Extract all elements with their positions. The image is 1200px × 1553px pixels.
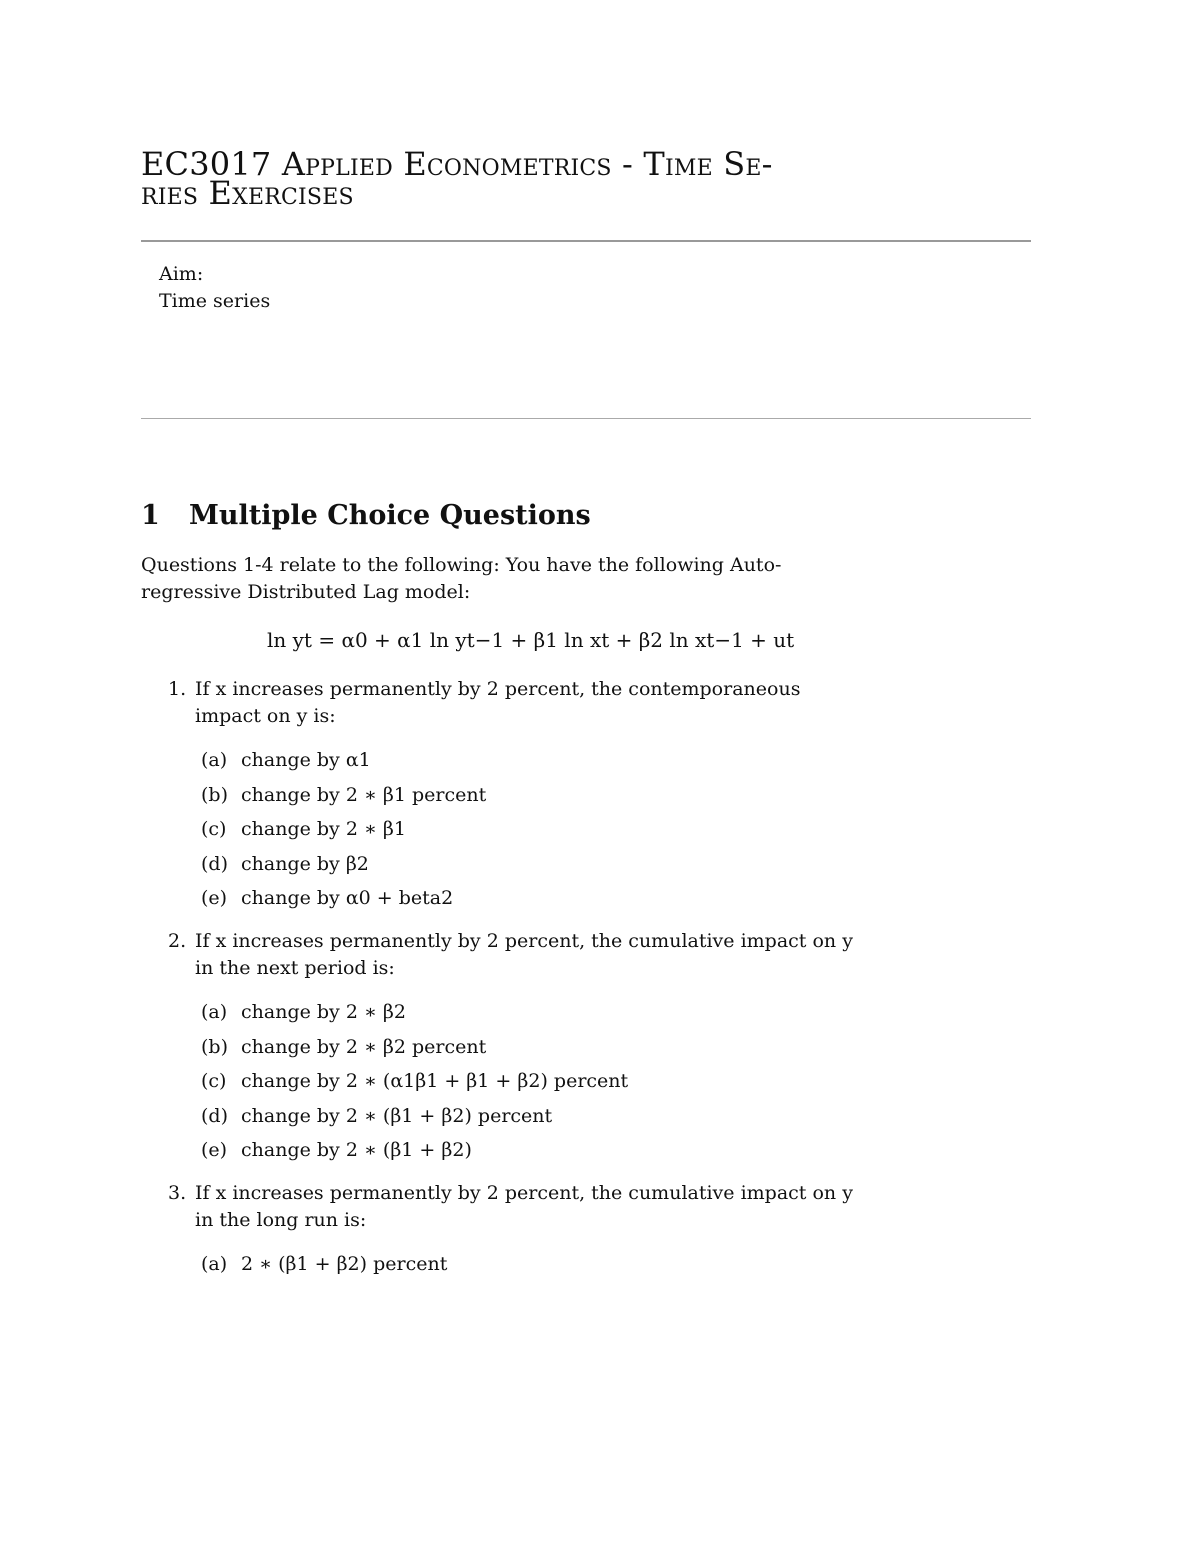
question-1-options [201,747,486,920]
option-label: (b) [201,1035,228,1058]
option-text: change by 2 ∗ (β1 + β2) [241,1139,472,1161]
aim-text: Time series [159,290,271,312]
option-item [201,782,486,817]
question-2 [141,928,861,982]
option-item [201,1068,628,1103]
question-3 [141,1180,861,1234]
question-1 [141,676,861,730]
model-equation: ln yt = α0 + α1 ln yt−1 + β1 ln xt + β2 ln xt−1 + ut [267,628,795,652]
intro-paragraph: Questions 1-4 relate to the following: You have the following Auto-regressive Distributed Lag model: [141,554,782,603]
option-label: (d) [201,852,228,875]
question-2-options [201,999,628,1172]
question-text: If x increases permanently by 2 percent, the cumulative impact on y in the long run is: [195,1182,853,1231]
option-label: (c) [201,1070,227,1092]
section-title: Multiple Choice Questions [189,500,591,531]
title-line1-smallcaps: Applied Econometrics - Time Se- [281,145,773,183]
section-heading [141,500,591,531]
option-item [201,816,486,851]
option-item [201,851,486,886]
option-label: (b) [201,783,228,806]
option-label: (e) [201,1139,228,1161]
option-text: change by α1 [241,749,371,771]
option-text: change by 2 ∗ β2 [241,1001,406,1023]
question-3-options [201,1251,447,1286]
section-number: 1 [141,500,160,531]
option-text: change by 2 ∗ β2 percent [241,1035,487,1058]
aim-box [159,261,270,315]
option-item [201,885,486,920]
option-label: (a) [201,1001,228,1023]
option-text: change by β2 [241,852,369,875]
option-item [201,1034,628,1069]
option-label: (c) [201,818,227,840]
option-text: change by 2 ∗ β1 [241,818,406,840]
question-number: 3. [168,1182,187,1204]
option-item [201,1251,447,1286]
bottom-divider [141,418,1031,419]
question-text: If x increases permanently by 2 percent, the cumulative impact on y in the next period is: [195,930,853,979]
option-label: (a) [201,749,228,771]
option-label: (a) [201,1253,228,1275]
top-divider [141,240,1031,242]
title-line2: ries Exercises [141,174,354,212]
option-item [201,999,628,1034]
aim-label: Aim: [159,263,204,285]
option-text: change by 2 ∗ β1 percent [241,783,487,806]
document-title [141,145,861,212]
question-text: If x increases permanently by 2 percent, the contemporaneous impact on y is: [195,678,801,727]
option-item [201,1103,628,1138]
option-item [201,1137,628,1172]
option-item [201,747,486,782]
question-number: 2. [168,930,187,952]
title-line1-prefix: EC3017 [141,145,282,183]
option-label: (e) [201,887,228,909]
option-text: change by α0 + beta2 [241,887,454,909]
option-label: (d) [201,1104,228,1127]
option-text: 2 ∗ (β1 + β2) percent [241,1253,448,1275]
option-text: change by 2 ∗ (α1β1 + β1 + β2) percent [241,1070,629,1092]
question-number: 1. [168,678,187,700]
option-text: change by 2 ∗ (β1 + β2) percent [241,1104,553,1127]
